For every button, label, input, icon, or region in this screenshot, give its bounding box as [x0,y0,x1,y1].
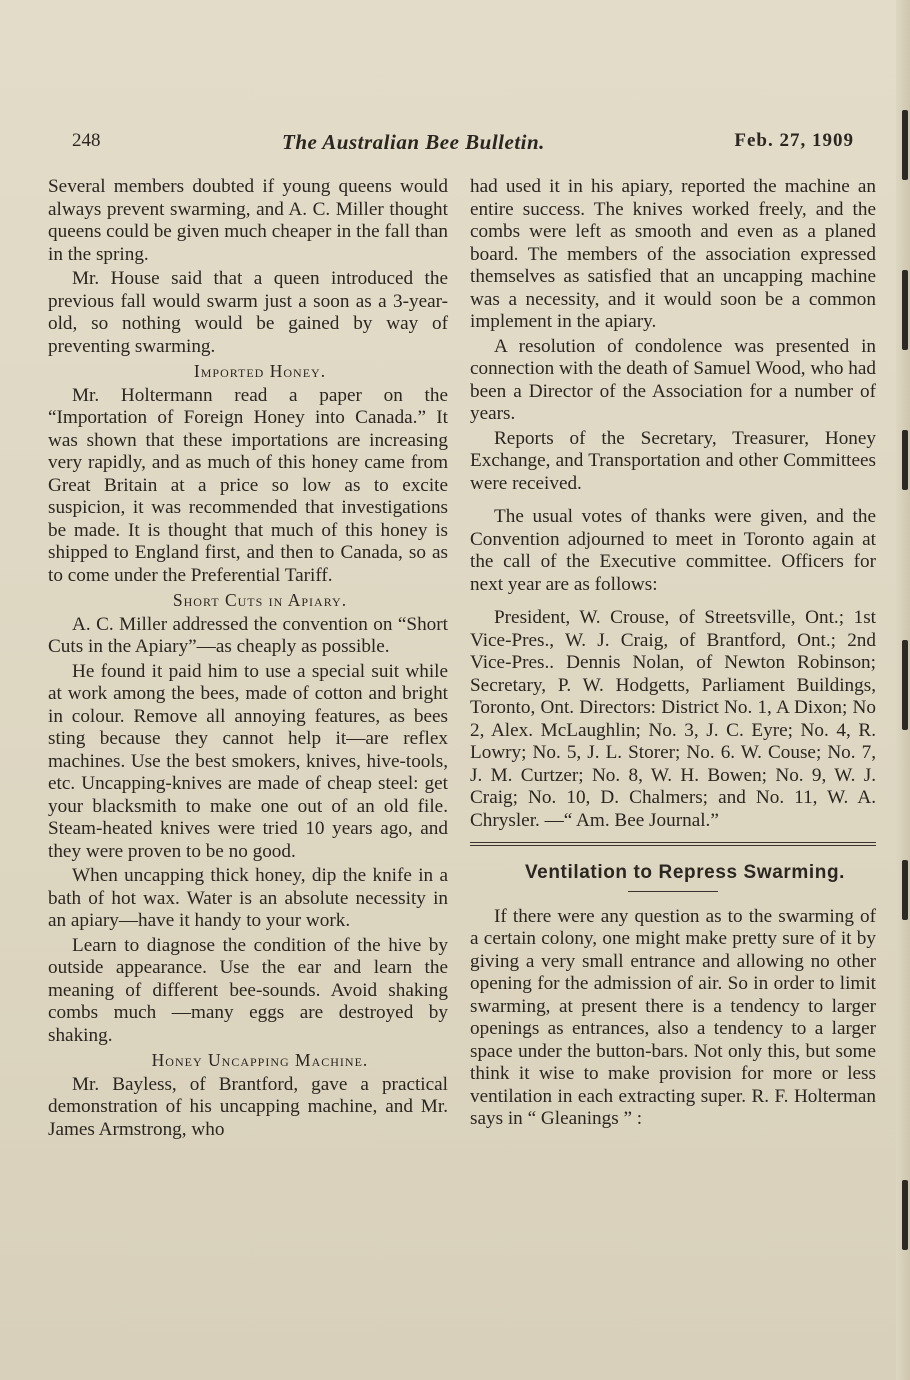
paragraph: Mr. Bayless, of Brantford, gave a practical demonstration of his uncapping machine, and Mr. James Armstrong, who [48,1073,448,1140]
edge-stain [902,1180,908,1250]
paragraph: Learn to diagnose the condition of the hive by outside appearance. Use the ear and learn the meaning of different bee-sounds. Avoid shaking combs much —many eggs are destroyed by shaking. [48,934,448,1046]
section-divider [470,842,876,846]
page-number: 248 [72,130,101,151]
spacer [470,497,876,506]
edge-stain [902,430,908,490]
paragraph: When uncapping thick honey, dip the knife in a bath of hot wax. Water is an absolute necessity in an apiary—have it handy to your work. [48,865,448,931]
article-title: Ventilation to Repress Swarming. [524,862,846,883]
journal-title: The Australian Bee Bulletin. [282,130,545,154]
paragraph: Several members doubted if young queens would always prevent swarming, and A. C. Miller thought queens could be given much cheaper in the fall than in the spring. [48,176,448,265]
paragraph: A. C. Miller addressed the convention on “Short Cuts in the Apiary”—as cheaply as possible. [48,613,448,657]
paragraph: Mr. House said that a queen introduced the previous fall would swarm just a soon as a 3-year-old, so nothing would be gained by way of preventing swarming. [48,268,448,357]
paragraph: Mr. Holtermann read a paper on the “Importation of Foreign Honey into Canada.” It was shown that these importations are increasing very rapidly, and as much of this honey came from Great Britain at a price so low as to excite suspicion, it was recommended that investigations be made. It is thought that much of this honey is shipped to England first, and then to Canada, so as to come under the Preferential Tariff. [48,384,448,586]
spacer [470,598,876,607]
edge-stain [902,270,908,350]
paragraph: A resolution of condolence was presented in connection with the death of Samuel Wood, who had been a Director of the Association for a number of years. [470,335,876,424]
edge-stain [902,860,908,920]
title-underline [628,891,718,892]
left-column [48,176,448,1143]
section-heading: Honey Uncapping Machine. [151,1050,369,1070]
paragraph: President, W. Crouse, of Streetsville, Ont.; 1st Vice-Pres., W. J. Craig, of Brantford, Ont.; 2nd Vice-Pres.. Dennis Nolan, of Newton Robinson; Secretary, P. W. Hodgetts, Parliament Buildings, Toronto, Ont. Directors: District No. 1, A Dixon; No 2, Alex. McLaughlin; No. 3, J. C. Eyre; No. 4, R. Lowry; No. 5, J. L. Storer; No. 6. W. Couse; No. 7, J. M. Curtzer; No. 8, W. H. Bowen; No. 9, W. J. Craig; No. 10, D. Chalmers; and No. 11, W. A. Chrysler. —“ Am. Bee Journal.” [470,607,876,831]
right-column [470,176,876,1133]
section-heading: Short Cuts in Apiary. [172,590,348,610]
page-edge [896,0,910,1380]
paragraph: The usual votes of thanks were given, and the Convention adjourned to meet in Toronto again at the call of the Executive committee. Officers for next year are as follows: [470,506,876,595]
paragraph: had used it in his apiary, reported the machine an entire success. The knives worked freely, and the combs were left as smooth and even as a planed board. The members of the association expressed themselves as satisfied that an uncapping machine was a necessity, and it would soon be a common implement in the apiary. [470,176,876,332]
running-header [72,130,854,158]
paragraph: He found it paid him to use a special suit while at work among the bees, made of cotton and bright in colour. Remove all annoying features, as bees sting because they cannot help it—are reflex machines. Use the best smokers, knives, hive-tools, etc. Uncapping-knives are made of cheap steel: get your blacksmith to make one out of an old file. Steam-heated knives were tried 10 years ago, and they were proven to be no good. [48,660,448,862]
section-heading: Imported Honey. [193,361,327,381]
edge-stain [902,110,908,180]
paragraph: If there were any question as to the swarming of a certain colony, one might make pretty sure of it by giving a very small entrance and allowing no other opening for the admission of air. So in order to limit swarming, at present there is a tendency to larger openings as entrances, also a tendency to a larger space under the button-bars. Not only this, but some think it wise to make provision for more or less ventilation in each extracting super. R. F. Holterman says in “ Gleanings ” : [470,905,876,1129]
paragraph: Reports of the Secretary, Treasurer, Honey Exchange, and Transportation and other Committees were received. [470,427,876,494]
issue-date: Feb. 27, 1909 [734,130,854,151]
edge-stain [902,640,908,730]
